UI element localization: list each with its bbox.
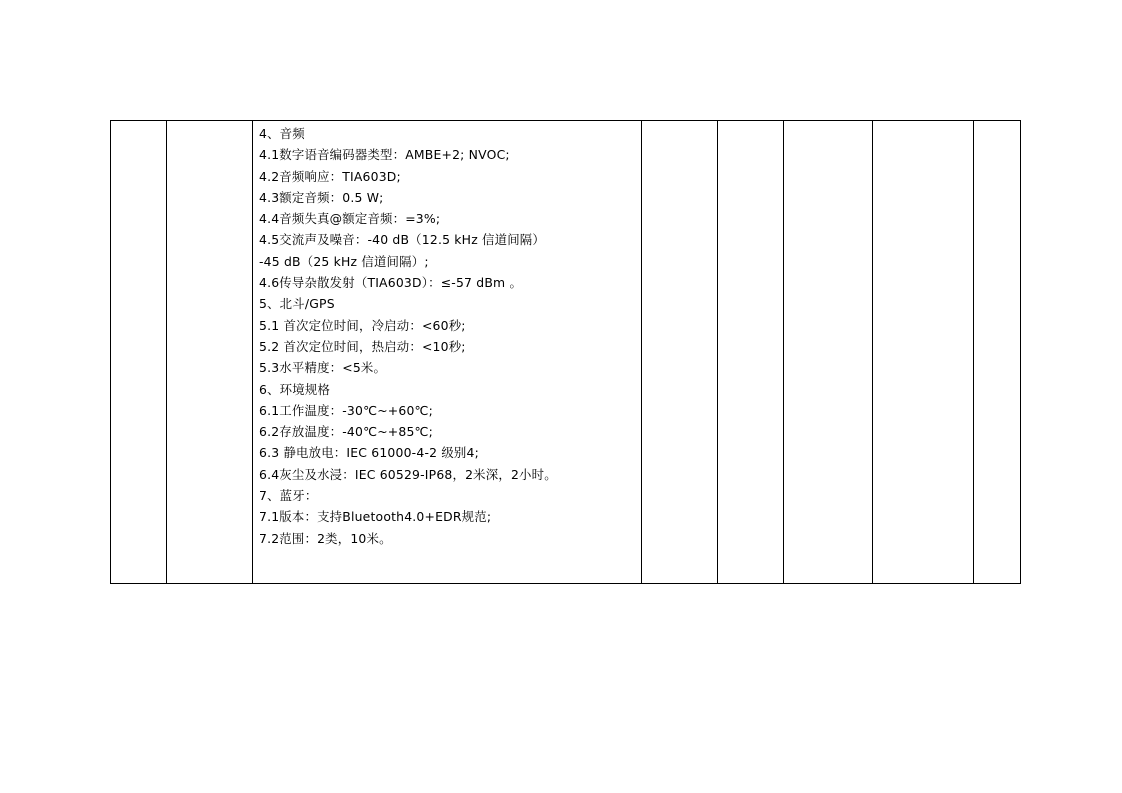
spec-line: 4.4音频失真@额定音频：=3%; [259, 211, 441, 227]
spec-line: 4.5交流声及噪音：-40 dB（12.5 kHz 信道间隔） [259, 232, 545, 248]
spec-line: -45 dB（25 kHz 信道间隔）; [259, 253, 429, 269]
spec-line: 4.6传导杂散发射（TIA603D）：≤-57 dBm 。 [259, 275, 523, 291]
spec-table [110, 120, 1021, 584]
empty-cell-4 [642, 121, 718, 584]
spec-line: 5.3水平精度：<5米。 [259, 360, 387, 376]
spec-line: 6.4灰尘及水浸：IEC 60529-IP68，2米深，2小时。 [259, 466, 557, 482]
spec-line: 7.2范围：2类，10米。 [259, 530, 392, 546]
spec-line: 5.2 首次定位时间，热启动：<10秒; [259, 338, 466, 354]
empty-cell-8 [974, 121, 1021, 584]
spec-line: 6.3 静电放电：IEC 61000-4-2 级别4; [259, 445, 479, 461]
spec-line: 4、音频 [259, 126, 305, 141]
empty-cell-2 [167, 121, 253, 584]
spec-line: 7.1版本：支持Bluetooth4.0+EDR规范; [259, 509, 492, 525]
empty-cell-7 [873, 121, 974, 584]
spec-line: 6.1工作温度：-30℃~+60℃; [259, 402, 434, 418]
empty-cell-1 [111, 121, 167, 584]
spec-line: 4.2音频响应：TIA603D; [259, 168, 401, 184]
spec-line: 5.1 首次定位时间，冷启动：<60秒; [259, 317, 466, 333]
spec-line: 4.3额定音频：0.5 W; [259, 189, 384, 205]
spec-line: 5、北斗/GPS [259, 296, 335, 312]
table-row [111, 121, 1021, 584]
spec-line: 4.1数字语音编码器类型：AMBE+2; NVOC; [259, 147, 510, 163]
spec-line: 6.2存放温度：-40℃~+85℃; [259, 424, 434, 440]
spec-lines [253, 121, 641, 549]
spec-line: 6、环境规格 [259, 381, 331, 397]
empty-cell-5 [718, 121, 784, 584]
empty-cell-6 [784, 121, 873, 584]
spec-description-cell [253, 121, 642, 584]
spec-line: 7、蓝牙： [259, 488, 318, 504]
